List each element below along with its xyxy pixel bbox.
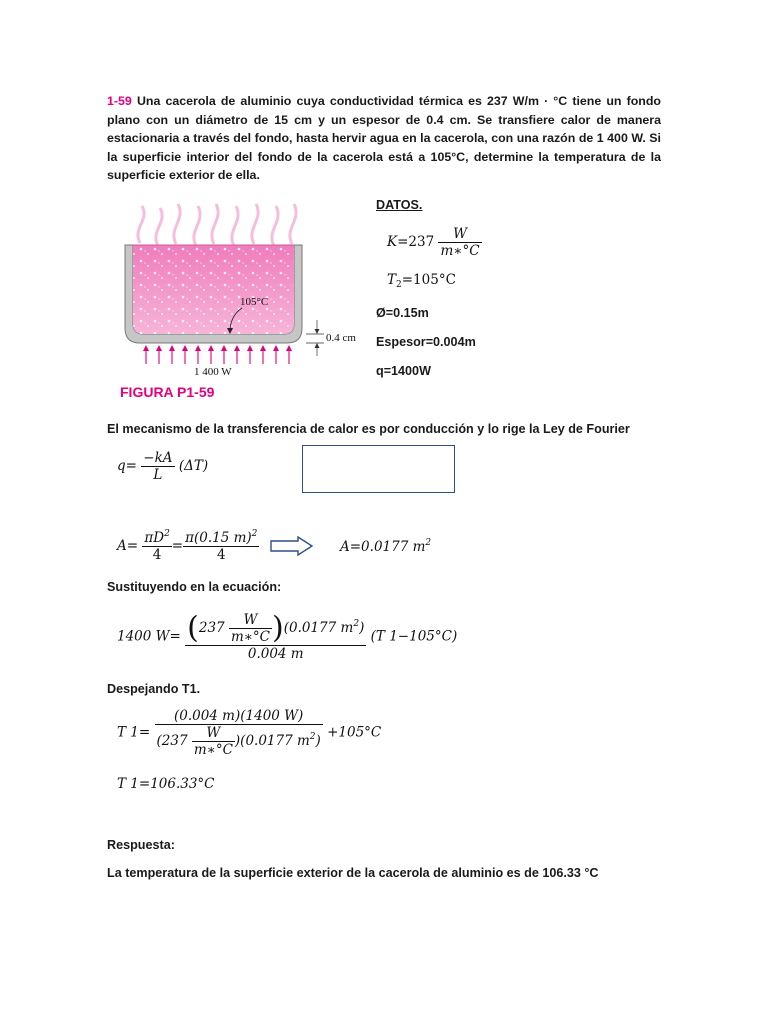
k-unit: $\frac{W}{m∗^\circ C}$: [440, 226, 480, 259]
inner-temp-label: 105°C: [240, 296, 269, 308]
solve-equation: T 1= (0.004 m)(1400 W) (237 $\frac{W}{m∗^\circ C}$ )(0.0177 $m^2$) +105°C: [117, 708, 382, 758]
k-value: 237: [408, 234, 435, 250]
pan-figure: [110, 198, 370, 408]
area-equation: A= $\frac{\pi D^2}{4}$ = $\frac{\pi(0.15 m)^2}{4}$: [117, 529, 258, 563]
area-result: A=0.0177 $m^2$: [340, 538, 432, 555]
t2-equation: $T_2=105^\circ C$: [387, 272, 456, 290]
heat-arrows: [143, 345, 292, 364]
problem-statement: [107, 92, 661, 185]
solve-result: T 1=106.33°C: [117, 776, 215, 792]
steam: [138, 204, 296, 246]
thickness-value: Espesor=0.004m: [376, 335, 476, 349]
figure-caption: FIGURA P1-59: [120, 384, 215, 400]
substitution-label: Sustituyendo en la ecuación:: [107, 580, 282, 594]
mechanism-text: El mecanismo de la transferencia de calor es por conducción y lo rige la Ley de Fourier: [107, 422, 630, 436]
substitution-equation: 1400 W= (237 $\frac{W}{m∗^\circ C}$ )(0.0177 $m^2$) 0.004 m (T 1−105°C): [117, 610, 458, 662]
datos-title: DATOS.: [376, 198, 423, 212]
empty-box: [302, 445, 455, 493]
thickness-label: 0.4 cm: [326, 332, 356, 344]
right-arrow-icon: [270, 536, 314, 556]
answer-text: La temperatura de la superficie exterior de la cacerola de aluminio es de 106.33 °C: [107, 866, 599, 880]
power-label: 1 400 W: [194, 366, 232, 378]
answer-label: Respuesta:: [107, 838, 175, 852]
fourier-equation: q= $\frac{-kA}{L}$ (ΔT): [117, 450, 209, 483]
k-symbol: K: [387, 234, 398, 250]
problem-text: Una cacerola de aluminio cuya conductividad térmica es 237 W/m · °C tiene un fondo plano con un diámetro de 15 cm y un espesor de 0.4 cm. Se transfiere calor de manera estacionaria a través del fondo, hasta hervir agua en la cacerola, con una razón de 1 400 W. Si la superficie interior del fondo de la cacerola está a 105°C, determine la temperatura de la superficie exterior de ella.: [107, 94, 662, 183]
heat-value: q=1400W: [376, 364, 431, 378]
problem-number: 1-59: [107, 94, 132, 108]
solve-label: Despejando T1.: [107, 682, 201, 696]
k-equation: K=237 $\frac{W}{m∗^\circ C}$: [387, 226, 480, 259]
diameter-value: Ø=0.15m: [376, 306, 429, 320]
